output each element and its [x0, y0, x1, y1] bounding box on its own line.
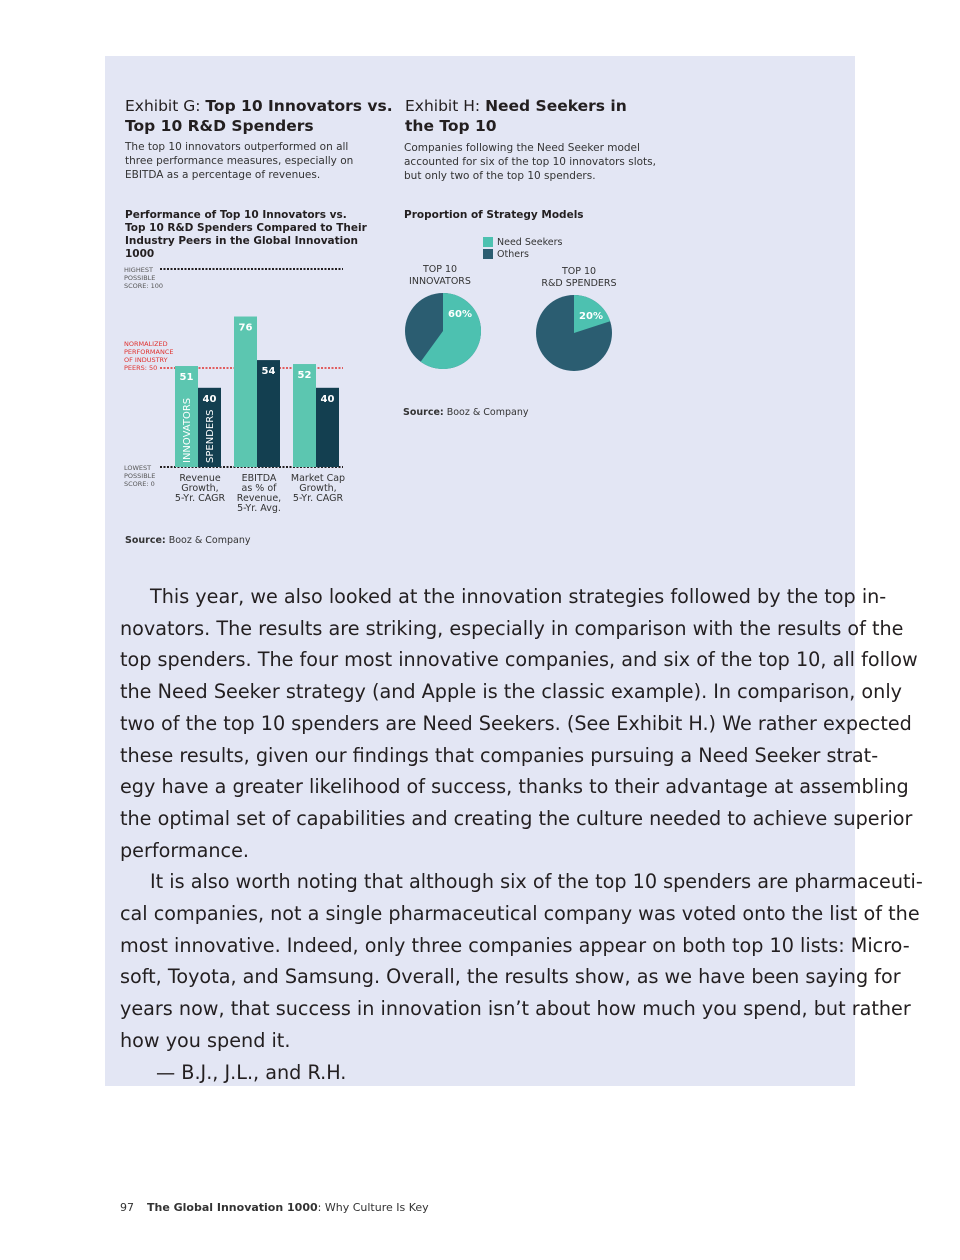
- bar-value-innovators-2: 52: [297, 370, 312, 382]
- paragraph-2: It is also worth noting that although six of the top 10 spenders are pharmaceuti- cal companies, not a single pharmaceutical company was voted onto the list of the most innovative. Indeed, only three companies appear on both top 10 lists: Micro- soft, Toyota, and Samsung. Overall, the results show, as we have been saying for years now, that success in innovation isn’t about how much you spend, but rather how you spend it.: [120, 870, 923, 1052]
- lowest-possible-label: LOWEST POSSIBLE SCORE: 0: [124, 464, 156, 488]
- exhibit-g-title: Exhibit G: Top 10 Innovators vs.: [125, 97, 393, 115]
- exhibit-h-title-line2: the Top 10: [405, 117, 497, 135]
- industry-peers-label: NORMALIZED PERFORMANCE OF INDUSTRY PEERS: 50: [124, 340, 174, 372]
- exhibit-g-title-line2: Top 10 R&D Spenders: [125, 117, 314, 135]
- series-label-innovators: INNOVATORS: [182, 397, 193, 463]
- exhibit-h-title: Exhibit H: Need Seekers in: [405, 97, 627, 115]
- exhibit-h-chart-heading: Proportion of Strategy Models: [404, 209, 584, 221]
- pie-value-label-1: 20%: [579, 311, 603, 322]
- pie-legend: [483, 236, 562, 260]
- exhibit-h-source: Source: Booz & Company: [403, 407, 529, 418]
- strategy-pie-charts: [395, 285, 625, 380]
- exhibit-h-description: Companies following the Need Seeker model accounted for six of the top 10 innovators slots, but only two of the top 10 spenders.: [404, 142, 656, 182]
- page-number: 97: [120, 1201, 134, 1214]
- highest-possible-label: HIGHEST POSSIBLE SCORE: 100: [124, 266, 164, 290]
- bar-value-innovators-1: 76: [238, 322, 253, 334]
- pie-label-spenders: TOP 10 R&D SPENDERS: [541, 266, 617, 289]
- publication-title: The Global Innovation 1000: [147, 1201, 318, 1214]
- category-label-ebitda: EBITDA as % of Revenue, 5-Yr. Avg.: [236, 473, 282, 514]
- legend-item-others: Others: [483, 248, 562, 260]
- category-label-market-cap: Market Cap Growth, 5-Yr. CAGR: [290, 473, 346, 504]
- paragraph-1: This year, we also looked at the innovation strategies followed by the top in- novators. The results are striking, especially in comparison with the results of the top spenders. The four most innovative companies, and six of the top 10, all follow the Need Seeker strategy (and Apple is the classic example). In comparison, only two of the top 10 spenders are Need Seekers. (See Exhibit H.) We rather expected these results, given our findings that companies pursuing a Need Seeker strat- egy have a greater likelihood of success, thanks to their advantage at assembling the optimal set of capabilities and creating the culture needed to achieve superior performance.: [120, 585, 918, 862]
- page-footer: [120, 1201, 429, 1214]
- need-seekers-swatch: [483, 237, 493, 247]
- bar-value-spenders-2: 40: [320, 393, 335, 405]
- exhibit-g-source: Source: Booz & Company: [125, 535, 251, 546]
- series-label-spenders: SPENDERS: [205, 409, 216, 463]
- bar-value-spenders-1: 54: [261, 366, 276, 378]
- bar-value-innovators-0: 51: [179, 372, 194, 384]
- exhibit-g-description: The top 10 innovators outperformed on all three performance measures, especially on EBITDA as a percentage of revenues.: [125, 141, 354, 181]
- others-swatch: [483, 249, 493, 259]
- pie-label-innovators: TOP 10 INNOVATORS: [409, 264, 471, 287]
- pie-value-label-0: 60%: [448, 309, 472, 320]
- signature: — B.J., J.L., and R.H.: [156, 1060, 347, 1084]
- bar-value-spenders-0: 40: [202, 393, 217, 405]
- category-label-revenue: Revenue Growth, 5-Yr. CAGR: [174, 473, 226, 504]
- bar-innovators-1: [234, 317, 257, 467]
- body-text: [120, 581, 923, 1088]
- legend-item-need-seekers: Need Seekers: [483, 236, 562, 248]
- exhibit-g-chart-heading: Performance of Top 10 Innovators vs. Top 10 R&D Spenders Compared to Their Industry Peers in the Global Innovation 1000: [125, 209, 367, 260]
- publication-subtitle: : Why Culture Is Key: [317, 1201, 429, 1214]
